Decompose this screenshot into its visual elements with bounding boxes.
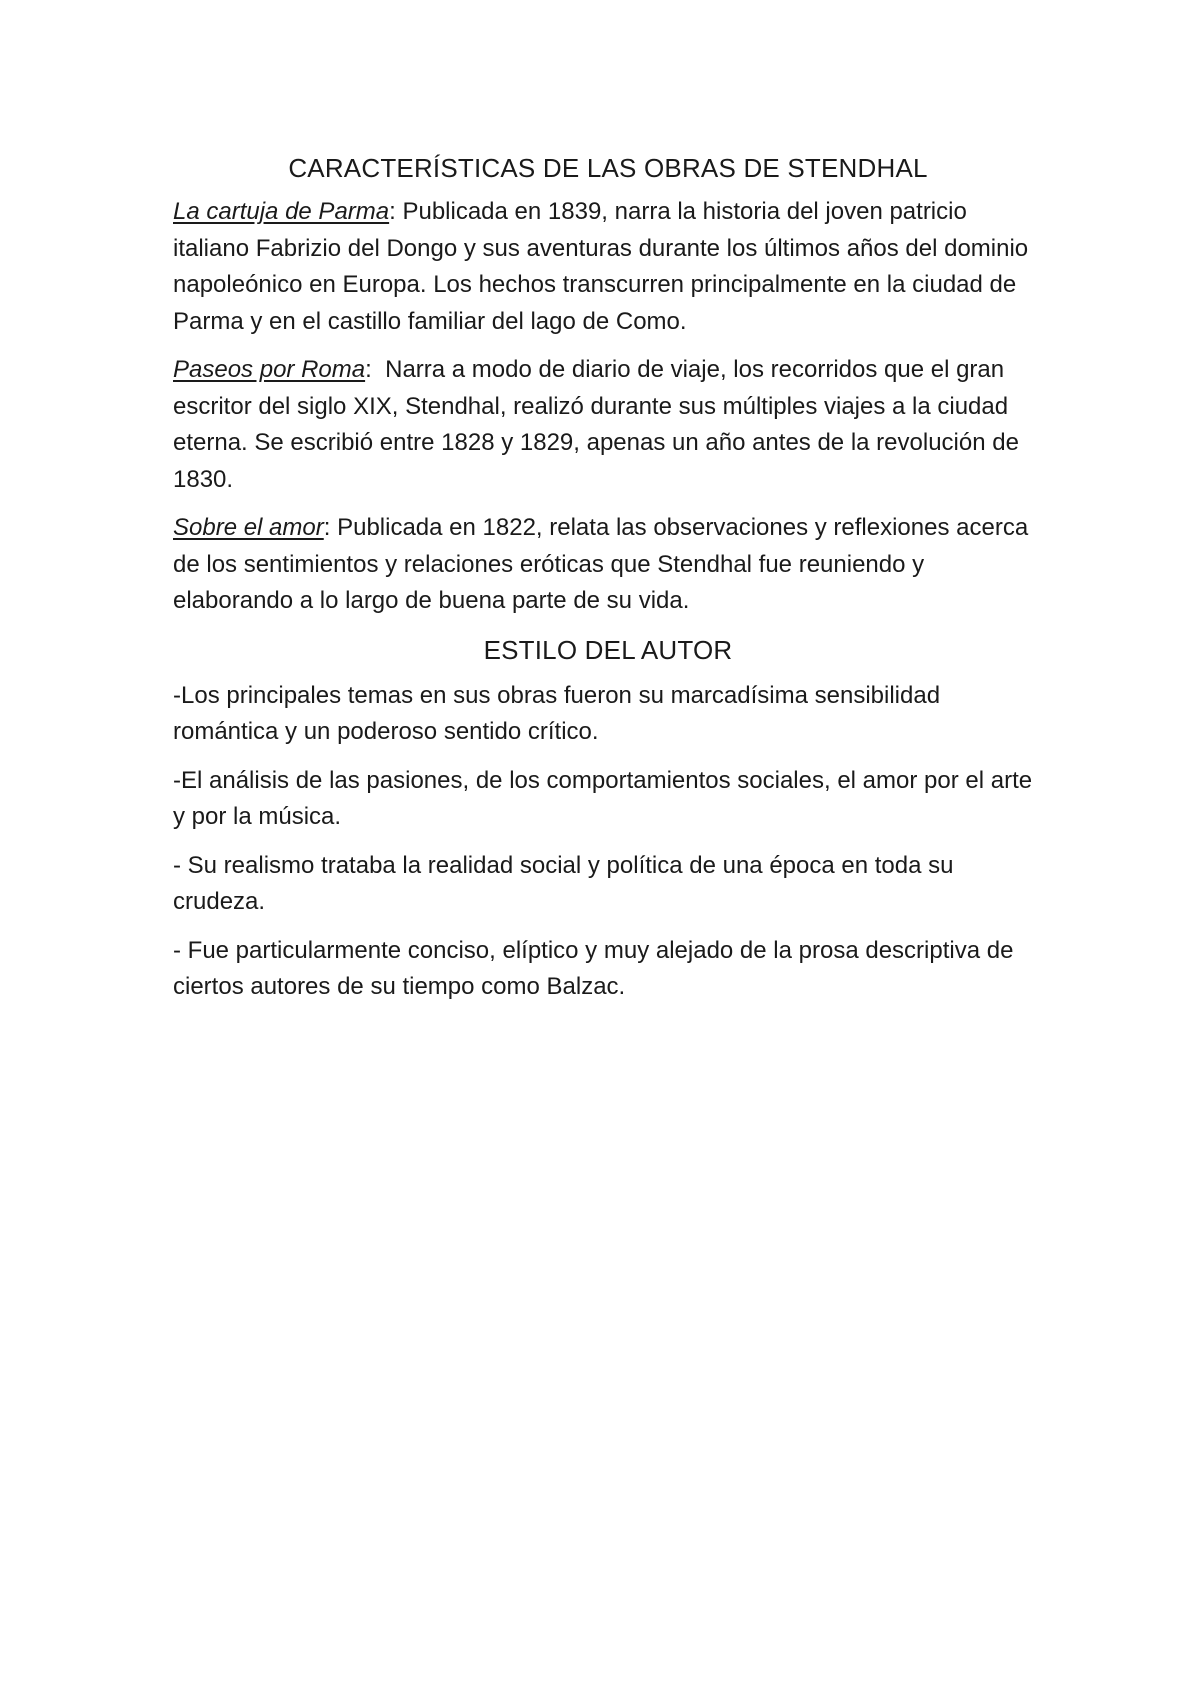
work-separator: : <box>323 514 338 541</box>
style-point: -El análisis de las pasiones, de los comportamientos sociales, el amor por el arte y por la música. <box>173 766 1033 830</box>
work-entry-cartuja <box>173 194 1043 340</box>
document-body <box>173 150 1043 1018</box>
work-description-amor: Publicada en 1822, relata las observaciones y reflexiones acerca de los sentimientos y relaciones eróticas que Stendhal fue reuniendo y elaborando a lo largo de buena parte de su vida. <box>173 514 1029 614</box>
work-title-cartuja: La cartuja de Parma <box>173 198 390 225</box>
style-heading: ESTILO DEL AUTOR <box>483 634 733 665</box>
work-entry-amor <box>173 510 1043 620</box>
work-separator: : <box>389 198 403 225</box>
work-description-cartuja: Publicada en 1839, narra la historia del joven patricio italiano Fabrizio del Dongo y sus aventuras durante los últimos años del dominio napoleónico en Europa. Los hechos transcurren principalmente en la ciudad de Parma y en el castillo familiar del lago de Como. <box>173 198 1029 335</box>
work-description-paseos: Narra a modo de diario de viaje, los recorridos que el gran escritor del siglo XIX, Stendhal, realizó durante sus múltiples viajes a la ciudad eterna. Se escribió entre 1828 y 1829, apenas un año antes de la revolución de 1830. <box>173 356 1019 493</box>
style-point: -Los principales temas en sus obras fueron su marcadísima sensibilidad romántica y un poderoso sentido crítico. <box>173 681 941 745</box>
work-title-amor: Sobre el amor <box>173 514 324 541</box>
work-separator: : <box>365 356 386 383</box>
document-title: CARACTERÍSTICAS DE LAS OBRAS DE STENDHAL <box>288 153 928 183</box>
work-entry-paseos <box>173 352 1043 498</box>
style-point: - Fue particularmente conciso, elíptico y muy alejado de la prosa descriptiva de ciertos autores de su tiempo como Balzac. <box>173 936 1014 1000</box>
style-point: - Su realismo trataba la realidad social y política de una época en toda su crudeza. <box>173 851 954 915</box>
work-title-paseos: Paseos por Roma <box>173 356 366 383</box>
